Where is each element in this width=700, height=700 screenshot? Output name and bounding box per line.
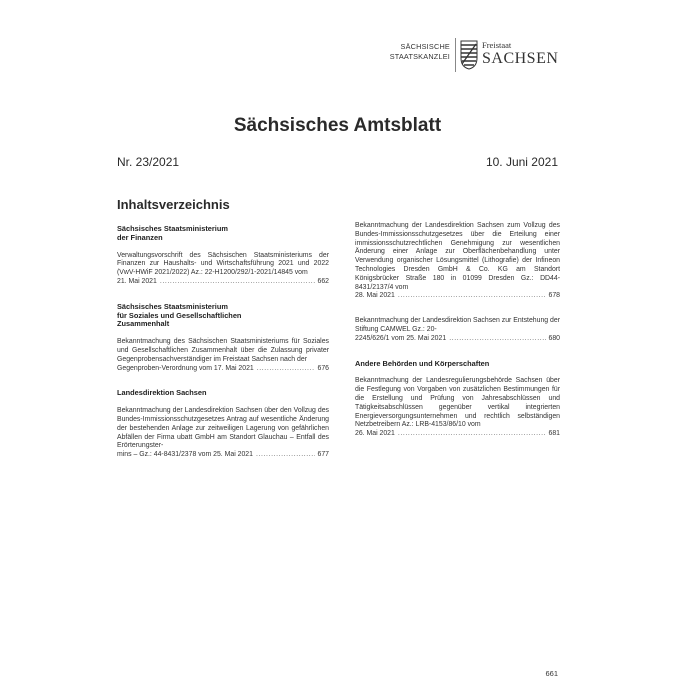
section-heading-line: Zusammenhalt [117,319,170,329]
toc-entry-text: Bekanntmachung des Sächsischen Staatsministeriums für Soziales und Gesellschaftlichen Zusammenhalt über die Zulassung privater Gegenprobensachverständiger im Freistaat Sachsen nach der [117,338,329,363]
section-heading-line: Sächsisches Staatsministerium [117,224,228,233]
section-heading: Andere Behörden und Körperschaften [355,358,490,368]
toc-entry-text: Bekanntmachung der Landesdirektion Sachsen über den Vollzug des Bundes-Immissionsschutzgesetzes Antrag auf wesentliche Änderung der bestehenden Anlage zur zeitweiligen Lagerung von gefährlichen Abfällen der Firma ubatt GmbH am Standort Glauchau – Entfall des Erörterungster- [117,407,329,450]
toc-entry[interactable] [117,252,329,287]
section-heading [117,303,329,329]
toc-entry-last-line [355,430,560,439]
leader-dots [160,278,315,287]
toc-left-column [117,225,329,476]
section-heading-line: für Soziales und Gesellschaftlichen [117,310,242,320]
leader-dots [449,335,545,344]
toc-entry-text: Bekanntmachung der Landesdirektion Sachsen zum Vollzug des Bundes-Immissionsschutzgesetzes über die Erteilung einer immissionsschutzrechtlichen Genehmigung zur wesentlichen Änderung einer Anlage zur Oberflächenbehandlung unter Verwendung organischer Lösungsmittel (Lithografie) der Infineon Technologies Dresden GmbH & Co. KG am Standort Königsbrücker Straße 180 in 01099 Dresden Gz.: DD44-8431/2137/4 vom [355,222,560,291]
logo-freistaat-sachsen [482,40,558,68]
page-title: Sächsisches Amtsblatt [233,115,442,136]
page-number: 661 [545,669,558,678]
logo-left-line1: SÄCHSISCHE [400,42,450,51]
logo-sachsen-text: SACHSEN [482,50,559,67]
section-heading-line: Sächsisches Staatsministerium [117,301,228,311]
toc-entry-page: 678 [548,292,560,300]
toc-entry-text-end: 21. Mai 2021 [117,277,157,285]
toc-entry-last-line [117,365,329,374]
toc-entry[interactable] [117,338,329,373]
logo [378,38,559,72]
toc-entry-text: Bekanntmachung der Landesregulierungsbehörde Sachsen über die Festlegung von Vorgaben von zusätzlichen Bestimmungen für die Erstellung und Prüfung von Jahresabschlüssen und Tätigkeitsabschlüssen gegenüber vertikal integrierten Energieversorgungsunternehmen und rechtlich selbständigen Netzbetreibern Az.: LRB-4153/86/10 vom [355,377,560,429]
toc-entry[interactable] [355,317,560,343]
toc-right-column [355,222,560,455]
toc-entry-page: 662 [317,277,329,285]
document-page [115,0,560,700]
toc-entry[interactable] [117,407,329,460]
leader-dots [398,430,546,439]
toc-entry-text: Verwaltungsvorschrift des Sächsischen Staatsministeriums der Finanzen zur Haushalts- und Wirtschaftsführung 2021 und 2022 (VwV-HWiF 2021/2022) Az.: 22-H1200/292/1-2021/14845 vom [117,251,329,277]
section-heading-line: der Finanzen [117,232,163,242]
toc-entry-text-end: mins – Gz.: 44-8431/2378 vom 25. Mai 2021 [117,451,253,459]
section-heading: Landesdirektion Sachsen [117,388,207,398]
toc-heading: Inhaltsverzeichnis [117,197,230,212]
toc-entry[interactable] [355,222,560,301]
toc-entry-page: 676 [317,364,329,372]
toc-entry[interactable] [355,377,560,439]
toc-entry-text: Bekanntmachung der Landesdirektion Sachsen zur Entstehung der Stiftung CAMWEL Gz.: 20- [355,317,560,333]
toc-entry-last-line [117,278,329,287]
toc-entry-text-end: 28. Mai 2021 [355,292,395,300]
logo-staatskanzlei [378,42,450,62]
toc-entry-page: 681 [548,430,560,438]
issue-date: 10. Juni 2021 [485,155,558,169]
leader-dots [256,451,315,460]
issue-number: Nr. 23/2021 [117,155,180,169]
leader-dots [257,365,315,374]
logo-freistaat-text: Freistaat [482,40,512,50]
toc-entry-text-end: 26. Mai 2021 [355,430,395,438]
toc-entry-page: 680 [548,334,560,342]
saxony-coat-of-arms-icon [460,40,478,70]
toc-entry-last-line [355,335,560,344]
logo-separator [455,38,456,72]
toc-entry-last-line [355,292,560,301]
logo-left-line2: STAATSKANZLEI [389,52,450,61]
toc-entry-last-line [117,451,329,460]
section-heading [117,225,329,243]
leader-dots [398,292,546,301]
toc-entry-text-end: 2245/626/1 vom 25. Mai 2021 [355,334,447,342]
toc-entry-page: 677 [317,451,329,459]
toc-entry-text-end: Gegenproben-Verordnung vom 17. Mai 2021 [117,364,254,372]
